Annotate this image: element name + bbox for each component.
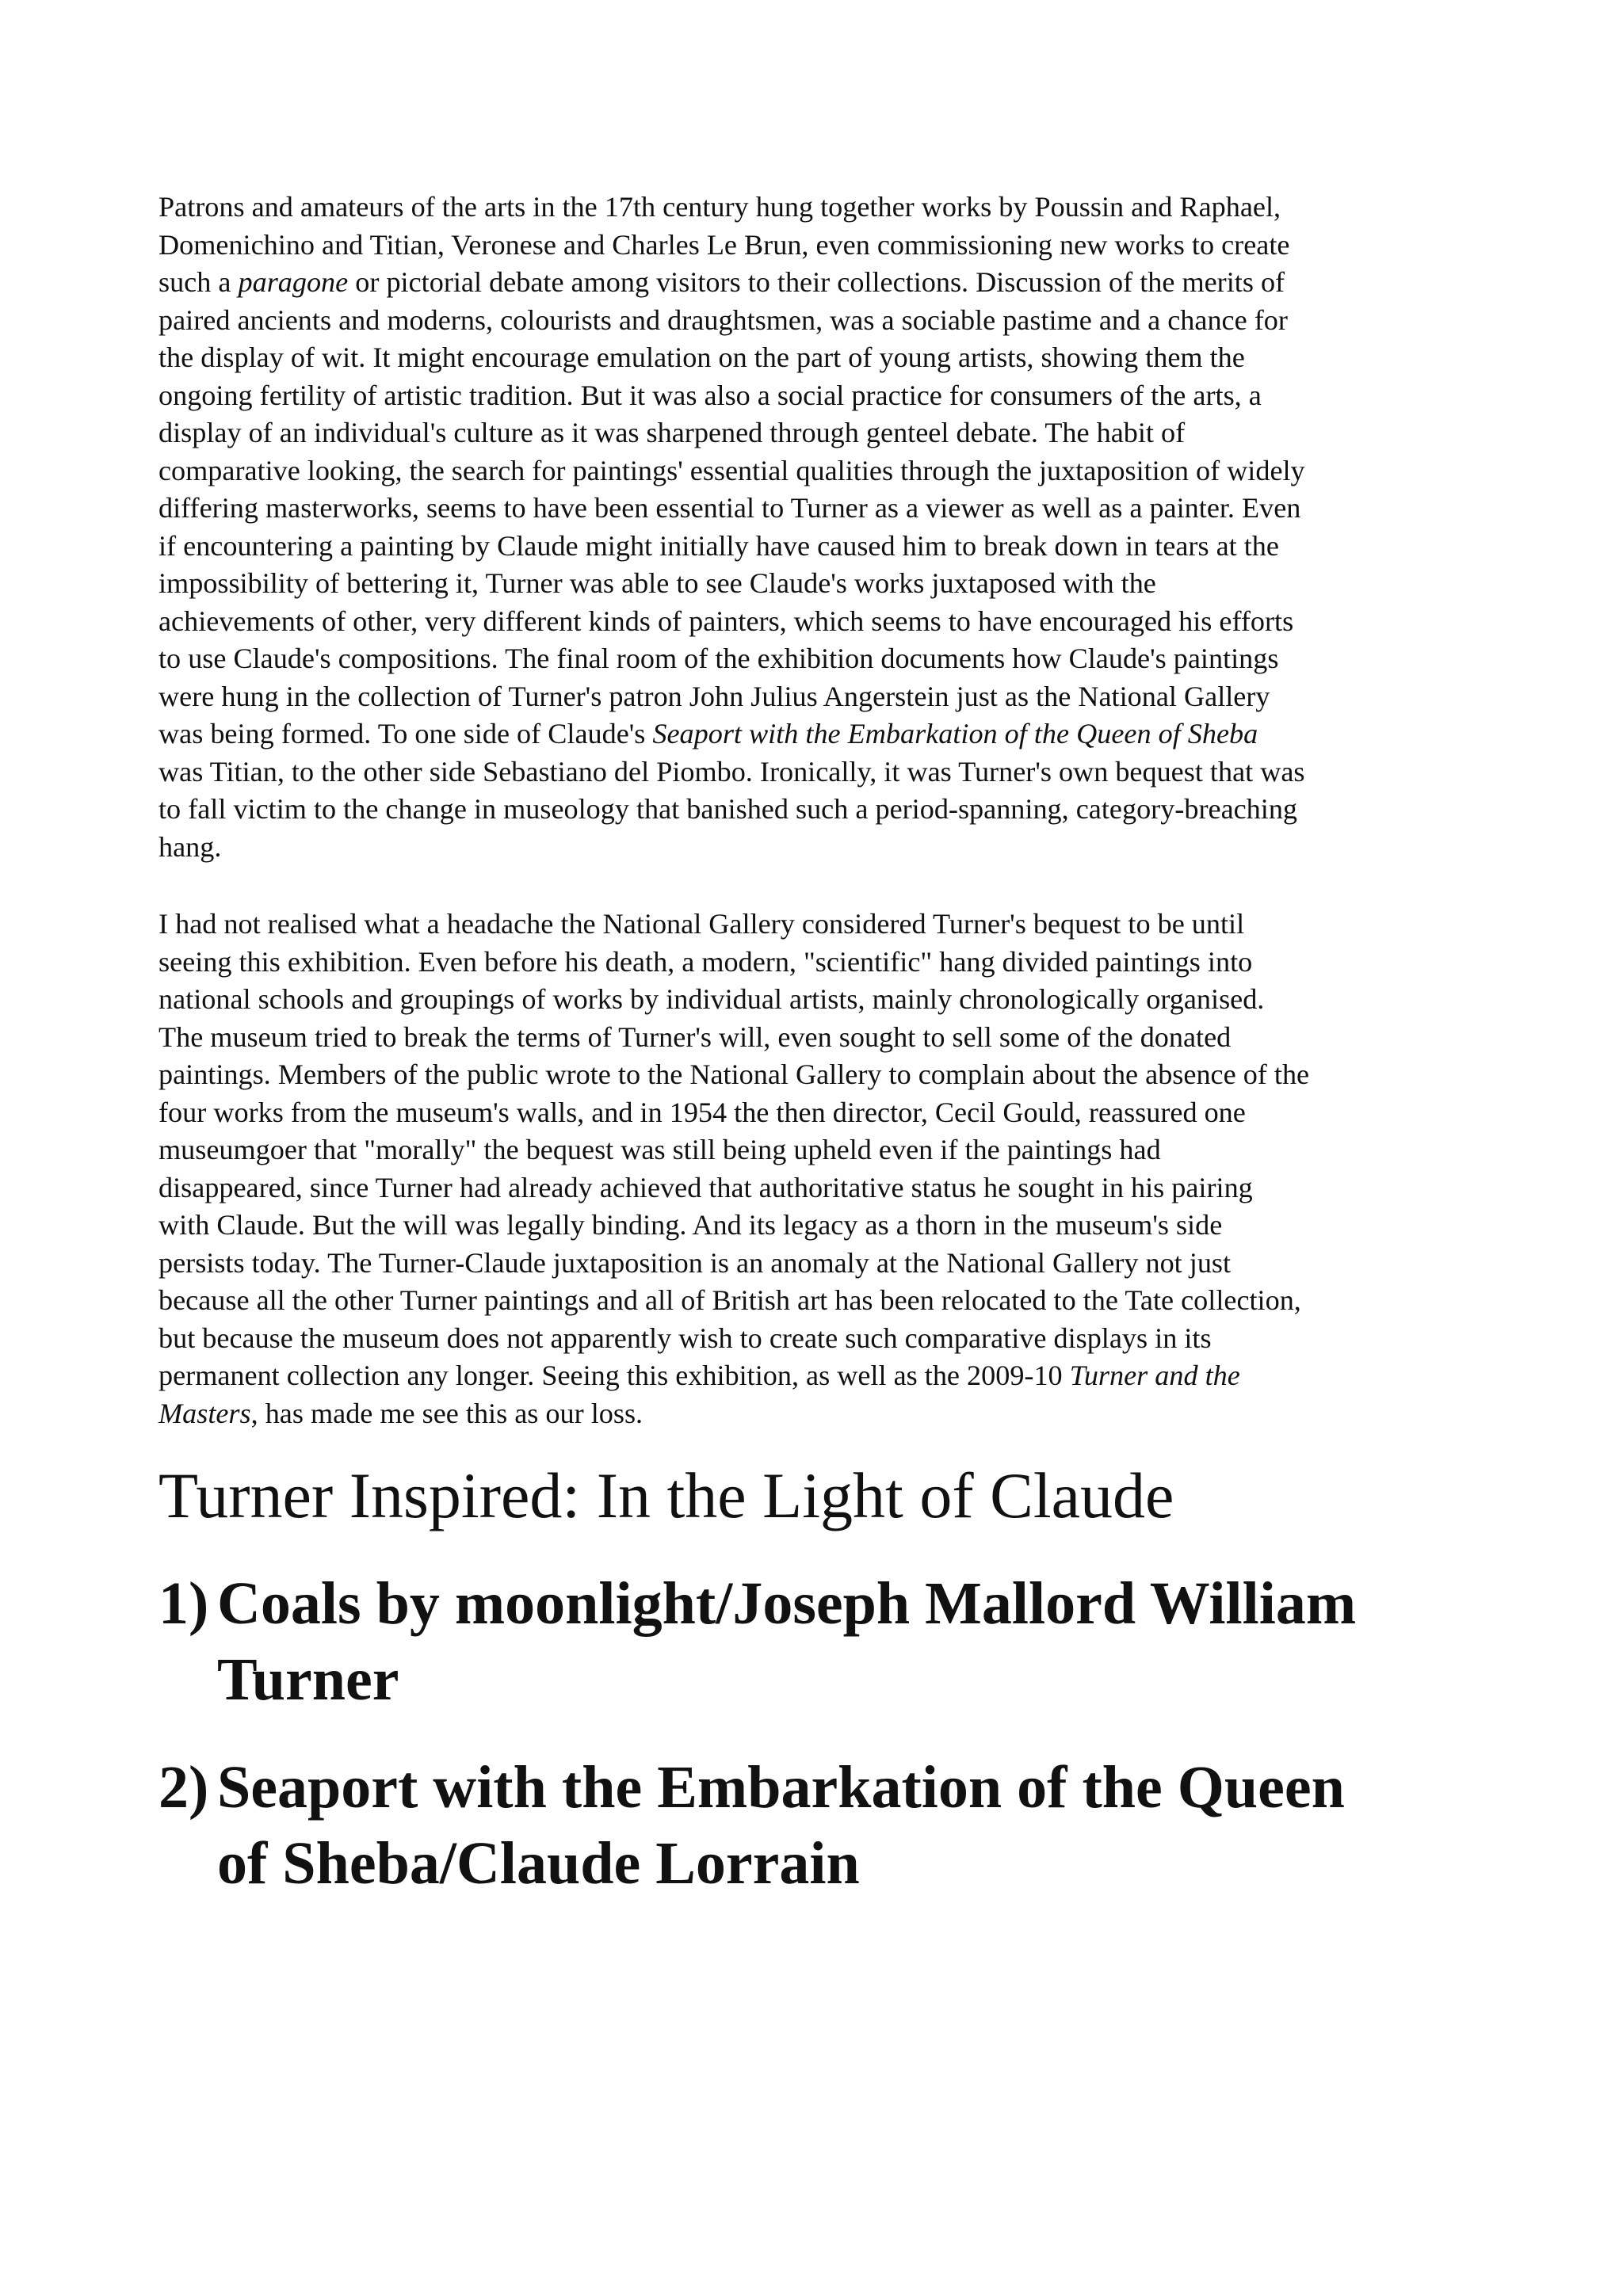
- text-line: to fall victim to the change in museology that banished such a period-spanning, category-breaching: [158, 793, 1298, 825]
- text-line: such a paragone or pictorial debate among visitors to their collections. Discussion of the merits of: [158, 266, 1285, 298]
- text-line: paired ancients and moderns, colourists and draughtsmen, was a sociable pastime and a chance for: [158, 303, 1288, 336]
- work-title-line: of Sheba/Claude Lorrain: [217, 1830, 860, 1897]
- work-title: [217, 1566, 1356, 1718]
- text-line: achievements of other, very different kinds of painters, which seems to have encouraged his efforts: [158, 605, 1294, 637]
- text-line: was Titian, to the other side Sebastiano del Piombo. Ironically, it was Turner's own bequest that was: [158, 755, 1305, 788]
- work-title-line: Seaport with the Embarkation of the Queen: [217, 1754, 1345, 1821]
- italic-title: Turner and the: [1069, 1360, 1240, 1391]
- text-line: if encountering a painting by Claude might initially have caused him to break down in tears at the: [158, 529, 1279, 562]
- text-line: Domenichino and Titian, Veronese and Charles Le Brun, even commissioning new works to create: [158, 228, 1290, 261]
- work-number: 1): [158, 1570, 209, 1637]
- text-line: permanent collection any longer. Seeing this exhibition, as well as the 2009-10 Turner and the: [158, 1360, 1240, 1391]
- text-line: museumgoer that "morally" the bequest was still being upheld even if the paintings had: [158, 1134, 1161, 1165]
- text-line: four works from the museum's walls, and in 1954 the then director, Cecil Gould, reassured one: [158, 1096, 1246, 1128]
- text-line: display of an individual's culture as it was sharpened through genteel debate. The habit of: [158, 417, 1186, 448]
- work-number: 2): [158, 1754, 209, 1821]
- work-title-line: Coals by moonlight/Joseph Mallord William: [217, 1570, 1357, 1637]
- work-title: [217, 1749, 1345, 1901]
- text-line: because all the other Turner paintings and all of British art has been relocated to the Tate collection,: [158, 1284, 1301, 1316]
- text-line: disappeared, since Turner had already achieved that authoritative status he sought in his pairing: [158, 1171, 1253, 1203]
- exhibition-title: Turner Inspired: In the Light of Claude: [158, 1459, 1174, 1531]
- text-line: comparative looking, the search for paintings' essential qualities through the juxtaposition of widely: [158, 454, 1305, 486]
- text-line: Masters, has made me see this as our loss.: [158, 1397, 643, 1429]
- text-line: differing masterworks, seems to have been essential to Turner as a viewer as well as a painter. Even: [158, 492, 1301, 524]
- text-line: hang.: [158, 830, 222, 863]
- text-line: paintings. Members of the public wrote to the National Gallery to complain about the absence of the: [158, 1058, 1310, 1090]
- work-heading-2: [158, 1749, 1482, 1901]
- text-line: impossibility of bettering it, Turner was able to see Claude's works juxtaposed with the: [158, 567, 1156, 599]
- text-line: with Claude. But the will was legally binding. And its legacy as a thorn in the museum's side: [158, 1209, 1223, 1241]
- work-heading-1: [158, 1566, 1482, 1718]
- text-line: but because the museum does not apparently wish to create such comparative displays in its: [158, 1322, 1212, 1354]
- text-line: persists today. The Turner-Claude juxtaposition is an anomaly at the National Gallery not just: [158, 1246, 1232, 1279]
- text-line: was being formed. To one side of Claude's Seaport with the Embarkation of the Queen of Sheba: [158, 718, 1258, 749]
- text-line: to use Claude's compositions. The final room of the exhibition documents how Claude's paintings: [158, 643, 1279, 674]
- text-line: The museum tried to break the terms of Turner's will, even sought to sell some of the donated: [158, 1020, 1232, 1053]
- text-line: seeing this exhibition. Even before his death, a modern, "scientific" hang divided paintings into: [158, 945, 1253, 978]
- text-line: Patrons and amateurs of the arts in the 17th century hung together works by Poussin and Raphael,: [158, 191, 1281, 223]
- work-title-line: Turner: [217, 1646, 399, 1713]
- italic-title: paragone: [238, 266, 349, 298]
- text-line: I had not realised what a headache the National Gallery considered Turner's bequest to be until: [158, 908, 1245, 940]
- text-line: were hung in the collection of Turner's patron John Julius Angerstein just as the National Gallery: [158, 680, 1270, 712]
- italic-title: Masters: [158, 1397, 251, 1429]
- paragraph-1: [158, 189, 1482, 866]
- document-page: [158, 189, 1482, 1901]
- text-line: national schools and groupings of works by individual artists, mainly chronologically organised.: [158, 983, 1265, 1015]
- paragraph-2: [158, 906, 1482, 1432]
- text-line: the display of wit. It might encourage emulation on the part of young artists, showing them the: [158, 341, 1245, 373]
- text-line: ongoing fertility of artistic tradition. But it was also a social practice for consumers of the arts, a: [158, 379, 1262, 411]
- italic-title: Seaport with the Embarkation of the Queen of Sheba: [652, 718, 1258, 749]
